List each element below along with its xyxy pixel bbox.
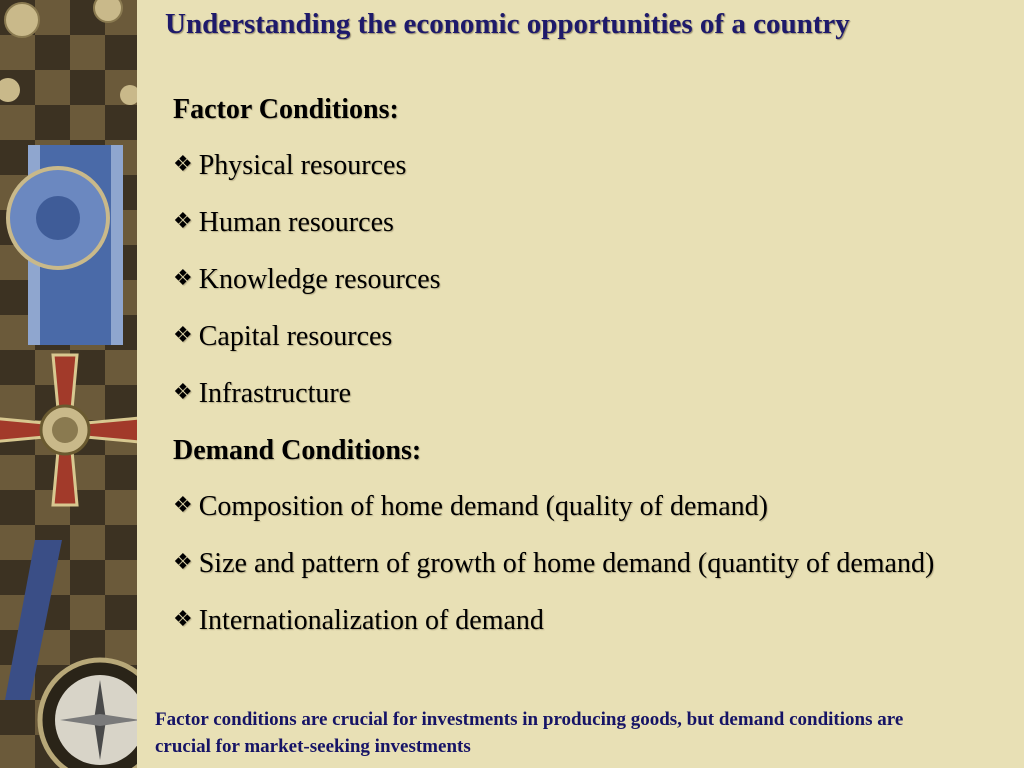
bullet-text: Internationalization of demand bbox=[198, 605, 544, 636]
bullet-item bbox=[173, 546, 953, 583]
diamond-bullet-icon: ❖ bbox=[173, 322, 193, 347]
bullet-item bbox=[173, 262, 953, 299]
bullet-item bbox=[173, 205, 953, 242]
diamond-bullet-icon: ❖ bbox=[173, 492, 193, 517]
slide-title: Understanding the economic opportunities of a country bbox=[165, 8, 850, 40]
bullet-text: Knowledge resources bbox=[198, 264, 441, 295]
bullet-text: Physical resources bbox=[198, 150, 407, 181]
diamond-bullet-icon: ❖ bbox=[173, 151, 193, 176]
diamond-bullet-icon: ❖ bbox=[173, 265, 193, 290]
bullet-text: Infrastructure bbox=[198, 378, 352, 409]
decorative-medals-image bbox=[0, 0, 137, 768]
diamond-bullet-icon: ❖ bbox=[173, 379, 193, 404]
demand-conditions-heading: Demand Conditions: bbox=[173, 435, 422, 466]
bullet-text: Capital resources bbox=[198, 321, 393, 352]
bullet-item bbox=[173, 148, 953, 185]
diamond-bullet-icon: ❖ bbox=[173, 606, 193, 631]
slide-footnote: Factor conditions are crucial for investments in producing goods, but demand conditions are crucial for market-seeking investments bbox=[155, 709, 904, 757]
diamond-bullet-icon: ❖ bbox=[173, 208, 193, 233]
bullet-item bbox=[173, 319, 953, 356]
bullet-text: Size and pattern of growth of home demand (quantity of demand) bbox=[198, 548, 935, 579]
factor-conditions-heading: Factor Conditions: bbox=[173, 94, 399, 125]
bullet-text: Human resources bbox=[198, 207, 394, 238]
bullet-item bbox=[173, 603, 953, 640]
bullet-text: Composition of home demand (quality of demand) bbox=[198, 491, 768, 522]
slide-content bbox=[173, 92, 953, 660]
bullet-item bbox=[173, 376, 953, 413]
bullet-item bbox=[173, 489, 953, 526]
medals-illustration bbox=[0, 0, 137, 768]
diamond-bullet-icon: ❖ bbox=[173, 549, 193, 574]
